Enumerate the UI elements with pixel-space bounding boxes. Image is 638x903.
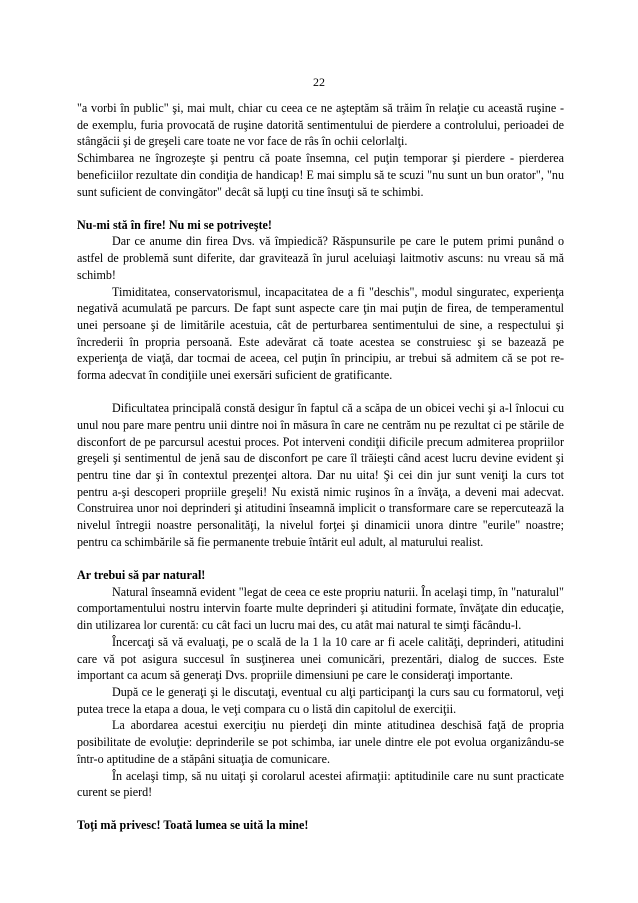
body-paragraph: În acelaşi timp, să nu uitaţi şi corolarul acestei afirmaţii: aptitudinile care nu sunt practicate curent se pierd! (77, 768, 564, 800)
body-paragraph: Dar ce anume din firea Dvs. vă împiedică? Răspunsurile pe care le putem primi punând o astfel de problemă sunt diferite, dar gravitează în jurul aceluiaşi laitmotiv ascuns: nu vreau să mă schimb! (77, 234, 564, 282)
page-number: 22 (313, 75, 325, 89)
body-paragraph: La abordarea acestui exerciţiu nu pierdeţi din minte atitudinea deschisă faţă de propria posibilitate de evoluţie: deprinderile se pot schimba, iar unele dintre ele pot evolua organizându-se într-o aptitudine de a stăpâni situaţia de comunicare. (77, 718, 564, 766)
section-heading: Nu-mi stă în fire! Nu mi se potriveşte! (77, 217, 272, 232)
section-heading: Ar trebui să par natural! (77, 568, 206, 583)
intro-paragraph: "a vorbi în public" şi, mai mult, chiar cu ceea ce ne aşteptăm să trăim în relaţie cu această ruşine - de exemplu, furia provocată de ruşine datorită sentimentului de pierdere a controlului, perioadei de stângăcii şi de greşeli care toate ne vor face de râs în ochii celorlalţi. (77, 101, 564, 149)
body-paragraph: Timiditatea, conservatorismul, incapacitatea de a fi "deschis", modul singuratec, experienţa negativă acumulată pe parcurs. De fapt sunt aspecte care ţin mai puţin de firea, de temperamentul unei persoane şi de limitările acestuia, cât de perturbarea sentimentului de sine, a respectului şi încrederii în propria persoană. Este adevărat că toate acestea se construiesc şi se bazează pe experienţa de viaţă, dar tocmai de aceea, cel puţin în principiu, ar trebui să admitem că se pot re-forma adecvat în condiţiile unei exersări suficient de gratificante. (77, 284, 564, 383)
body-paragraph: Dificultatea principală constă desigur în faptul că a scăpa de un obicei vechi şi a-l înlocui cu unul nou pare mare pentru unii dintre noi în măsura în care ne centrăm nu pe rezultat ci pe stările de disconfort de pe parcursul acestui proces. Pot interveni condiţii dificile precum admiterea propriilor greşeli şi sentimentul de jenă sau de disconfort pe care îl trăieşti când acest lucru devine evident şi pentru tine dar şi în contextul prezenţei altora. Dar nu uita! Şi cei din jur sunt veniţi la curs tot pentru a-şi descoperi propriile greşeli! Nu există nimic ruşinos în a învăţa, a deveni mai adecvat. Construirea unor noi deprinderi şi atitudini înseamnă implicit o transformare care se repercutează la nivelul întregii noastre personalităţi, la nivelul forţei şi dinamicii unora dintre "eurile" noastre; pentru ca schimbările să fie permanente trebuie întărit eul adult, al maturului realist. (77, 401, 564, 549)
page-body (77, 100, 564, 834)
body-paragraph: Natural înseamnă evident "legat de ceea ce este propriu naturii. În acelaşi timp, în "naturalul" comportamentului nostru intervin foarte multe deprinderi şi atitudini formate, învăţate din educaţie, din utilizarea lor curentă: cu cât faci un lucru mai des, cu atât mai natural te simţi făcându-l. (77, 584, 564, 633)
body-paragraph: Încercaţi să vă evaluaţi, pe o scală de la 1 la 10 care ar fi acele calităţi, deprinderi, atitudini care vă pot asigura succesul în susţinerea unei comunicări, prezentări, dialog de succes. Este important ca acum să generaţi Dvs. propriile dimensiuni pe care le consideraţi importante. (77, 634, 564, 683)
body-paragraph: După ce le generaţi şi le discutaţi, eventual cu alţi participanţi la curs sau cu formatorul, veţi putea trece la etapa a doua, le veţi compara cu o listă din capitolul de exerciţii. (77, 685, 564, 716)
section-heading: Toţi mă privesc! Toată lumea se uită la mine! (77, 818, 309, 833)
intro-paragraph: Schimbarea ne îngrozeşte şi pentru că poate însemna, cel puţin temporar şi pierdere - pierderea beneficiilor rezultate din condiţia de handicap! E mai simplu să te scuzi "nu sunt un bun orator", "nu sunt suficient de convingător" decât să lupţi cu tine însuţi să te schimbi. (77, 151, 564, 199)
